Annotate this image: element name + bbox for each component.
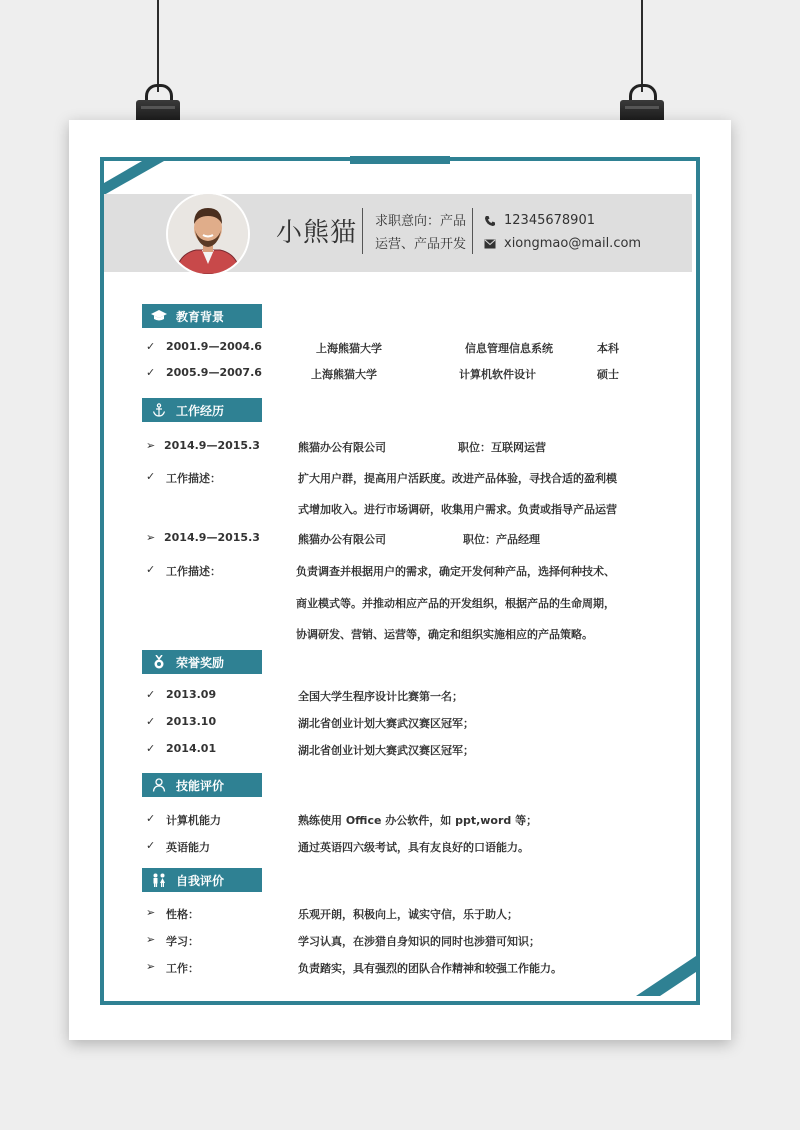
job-company: 熊猫办公有限公司 — [298, 533, 386, 546]
section-header-education — [142, 304, 262, 328]
skill-text: 通过英语四六级考试，具有友良好的口语能力。 — [298, 841, 529, 854]
honor-text: 全国大学生程序设计比赛第一名； — [298, 690, 463, 703]
job-date: 2014.9—2015.3 — [164, 531, 260, 544]
section-title-education: 教育背景 — [176, 309, 225, 324]
edu-major: 计算机软件设计 — [459, 368, 536, 381]
phone-number: 12345678901 — [504, 213, 595, 228]
honor-date: 2013.10 — [166, 715, 217, 728]
graduation-cap-icon — [151, 310, 167, 322]
job-position: 职位：互联网运营 — [458, 441, 546, 454]
check-icon: ✓ — [146, 715, 156, 728]
job-intent-line1: 求职意向：产品 — [375, 214, 467, 229]
email-address: xiongmao@mail.com — [504, 236, 642, 251]
job-desc-line: 负责调查并根据用户的需求，确定开发何种产品，选择何种技术、 — [296, 565, 615, 578]
section-title-work: 工作经历 — [176, 403, 225, 418]
edu-school: 上海熊猫大学 — [316, 342, 382, 355]
edu-degree: 本科 — [597, 342, 619, 355]
avatar — [166, 192, 250, 276]
section-title-honors: 荣誉奖励 — [176, 655, 225, 670]
job-desc-line: 协调研发、营销、运营等，确定和组织实施相应的产品策略。 — [296, 628, 593, 641]
skill-text: 熟练使用 Office 办公软件，如 ppt,word 等； — [298, 814, 538, 827]
honor-date: 2014.01 — [166, 742, 217, 755]
section-title-self: 自我评价 — [176, 873, 225, 888]
check-icon: ✓ — [146, 366, 156, 379]
section-title-skills: 技能评价 — [176, 778, 225, 793]
mail-icon — [484, 239, 496, 249]
phone-contact — [484, 213, 595, 228]
arrow-icon: ➢ — [146, 960, 156, 973]
self-text: 负责踏实，具有强烈的团队合作精神和较强工作能力。 — [298, 962, 562, 975]
people-icon — [151, 873, 167, 887]
check-icon: ✓ — [146, 563, 156, 576]
check-icon: ✓ — [146, 839, 156, 852]
section-header-skills — [142, 773, 262, 797]
job-desc-label: 工作描述： — [166, 472, 221, 485]
honor-text: 湖北省创业计划大赛武汉赛区冠军； — [298, 744, 474, 757]
arrow-icon: ➢ — [146, 439, 156, 452]
skill-label: 英语能力 — [166, 841, 210, 854]
check-icon: ✓ — [146, 470, 156, 483]
job-intent-line2: 运营、产品开发 — [375, 237, 467, 252]
hanging-wire-right — [641, 0, 643, 92]
header-divider-1 — [362, 208, 363, 254]
job-desc-line: 商业模式等。并推动相应产品的开发组织，根据产品的生命周期， — [296, 597, 615, 610]
phone-icon — [484, 215, 496, 227]
hanging-wire-left — [157, 0, 159, 92]
medal-icon — [152, 655, 166, 669]
check-icon: ✓ — [146, 340, 156, 353]
edu-degree: 硕士 — [597, 368, 619, 381]
resume-name: 小熊猫 — [276, 218, 358, 248]
corner-decoration-top-left — [104, 161, 164, 195]
job-intent — [375, 210, 471, 256]
edu-major: 信息管理信息系统 — [465, 342, 553, 355]
arrow-icon: ➢ — [146, 933, 156, 946]
honor-text: 湖北省创业计划大赛武汉赛区冠军； — [298, 717, 474, 730]
arrow-icon: ➢ — [146, 906, 156, 919]
header-divider-2 — [472, 208, 473, 254]
person-icon — [152, 778, 166, 792]
self-label: 性格： — [166, 908, 199, 921]
skill-label: 计算机能力 — [166, 814, 221, 827]
section-header-self — [142, 868, 262, 892]
job-date: 2014.9—2015.3 — [164, 439, 260, 452]
job-position: 职位：产品经理 — [463, 533, 540, 546]
email-contact — [484, 236, 641, 251]
anchor-icon — [152, 403, 166, 417]
frame-top-tab — [350, 156, 450, 164]
self-label: 工作： — [166, 962, 199, 975]
section-header-work — [142, 398, 262, 422]
job-desc-line: 扩大用户群，提高用户活跃度。改进产品体验，寻找合适的盈利模 — [298, 472, 617, 485]
honor-date: 2013.09 — [166, 688, 217, 701]
check-icon: ✓ — [146, 812, 156, 825]
arrow-icon: ➢ — [146, 531, 156, 544]
edu-school: 上海熊猫大学 — [311, 368, 377, 381]
edu-date: 2001.9—2004.6 — [166, 340, 262, 353]
check-icon: ✓ — [146, 688, 156, 701]
job-desc-label: 工作描述： — [166, 565, 221, 578]
check-icon: ✓ — [146, 742, 156, 755]
edu-date: 2005.9—2007.6 — [166, 366, 262, 379]
self-text: 乐观开朗，积极向上，诚实守信，乐于助人； — [298, 908, 518, 921]
self-label: 学习： — [166, 935, 199, 948]
section-header-honors — [142, 650, 262, 674]
self-text: 学习认真，在涉猎自身知识的同时也涉猎可知识； — [298, 935, 540, 948]
job-desc-line: 式增加收入。进行市场调研，收集用户需求。负责或指导产品运营 — [298, 503, 617, 516]
corner-decoration-bottom-right — [636, 956, 696, 996]
job-company: 熊猫办公有限公司 — [298, 441, 386, 454]
